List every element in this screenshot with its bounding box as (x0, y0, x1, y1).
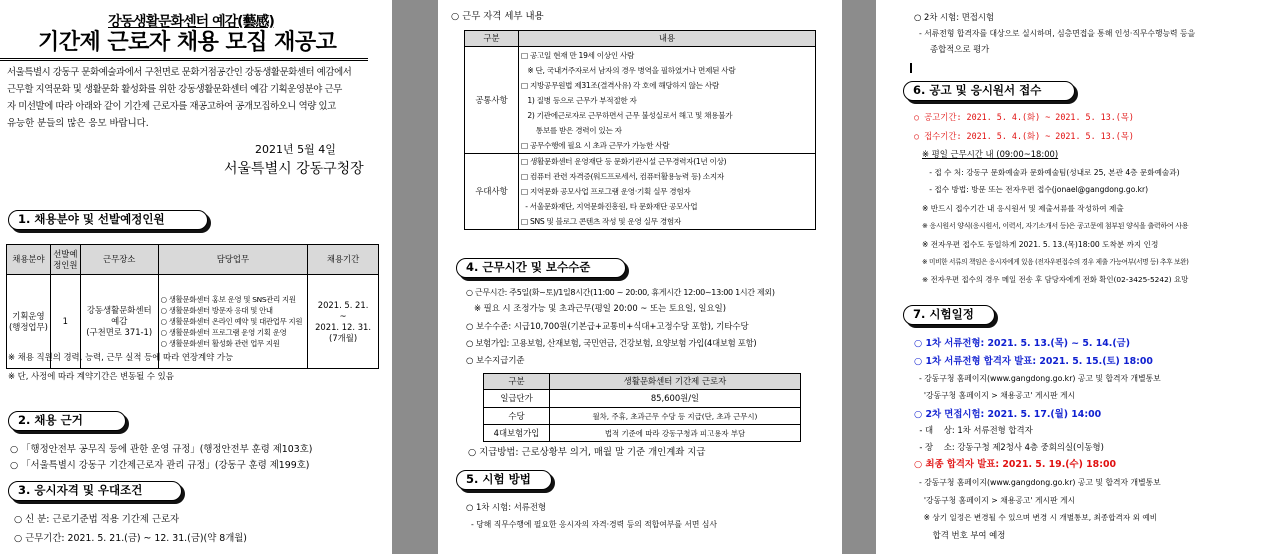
work-pay-basis: ○ 보수지급기준 (466, 355, 525, 365)
schedule-3: ○ 2차 면접시험: 2021. 5. 17.(월) 14:00 (914, 409, 1102, 420)
cell-period: 2021. 5. 21. ~ 2021. 12. 31. (7개월) (308, 275, 379, 369)
org-name: 강동생활문화센터 예감(藝感) (108, 14, 274, 30)
pref-content: □ 생활문화센터 운영재단 등 문화기관시설 근무경력자(1년 이상) □ 컴퓨터 관련 자격증(워드프로세서, 컴퓨터활용능력 등) 소지자 □ 지역문화 공모사업 프로그램 운영·기획 실무 경험자 - 서울문화재단, 지역문화진흥원, 타 문화재단 공모사업 □ SNS 및 블로그 콘텐츠 작성 및 운영 실무 경험자 (519, 154, 816, 230)
text-cursor (910, 63, 912, 73)
work-hours: ○ 근무시간: 주5일(화~토)/1일8시간(11:00 ~ 20:00, 휴게시간 12:00~13:00 1시간 제외) (466, 288, 775, 297)
test-1: ○ 1차 시험: 서류전형 (466, 502, 547, 512)
pay-row-value: 월차, 주휴, 초과근무 수당 등 지급(단, 초과 근무시) (550, 408, 801, 425)
pay-row-label: 수당 (484, 408, 550, 425)
pay-row-label: 일급단가 (484, 390, 550, 408)
section-3-heading: 3. 응시자격 및 우대조건 (8, 481, 182, 501)
document-page-1 (0, 0, 392, 554)
schedule-4: ○ 최종 합격자 발표: 2021. 5. 19.(수) 18:00 (914, 459, 1116, 470)
apply-note-4: ※ 미비한 서류의 책임은 응시자에게 있음 (전자우편접수의 경우 제출 가능여부(서명 등) 추후 보완) (922, 258, 1189, 266)
apply-method: - 접수 방법: 방문 또는 전자우편 접수(jonael@gangdong.go.kr) (922, 185, 1149, 194)
intro-line-1: 서울특별시 강동구 문화예술과에서 구천면로 문화거점공간인 강동생활문화센터 예감에서 (7, 67, 352, 78)
apply-note-3: ※ 전자우편 접수도 동일하게 2021. 5. 13.(목)18:00 도착분 까지 인정 (922, 240, 1159, 249)
test-1-desc: - 당해 직무수행에 필요한 응시자의 자격·경력 등의 적합여부를 서면 심사 (466, 520, 717, 529)
col-place: 근무장소 (80, 245, 158, 275)
schedule-4-desc-1: - 강동구청 홈페이지(www.gangdong.go.kr) 공고 및 합격자 개별통보 (914, 478, 1161, 487)
note-1: ※ 채용 직원의 경력, 능력, 근무 실적 등에 따라 연장계약 가능 (8, 352, 234, 362)
pay-table (483, 373, 801, 442)
pay-row-value: 85,600원/일 (550, 390, 801, 408)
recruit-table (6, 244, 379, 369)
test-2: ○ 2차 시험: 면접시험 (914, 12, 995, 22)
cell-duties: ○ 생활문화센터 홍보 운영 및 SNS관리 지원 ○ 생활문화센터 방문자 응대 및 안내 ○ 생활문화센터 온라인 예약 및 대관업무 지원 ○ 생활문화센터 프로그램 운영 기획 운영 ○ 생활문화센터 활성화 관련 업무 지원 (158, 275, 308, 369)
section-7-heading: 7. 시험일정 (903, 305, 995, 325)
apply-period: ○ 접수기간: 2021. 5. 4.(화) ~ 2021. 5. 13.(목) (914, 131, 1134, 141)
col-period: 채용기간 (308, 245, 379, 275)
test-2-desc-2: 종합적으로 평가 (914, 44, 990, 54)
pref-label: 우대사항 (465, 154, 519, 230)
work-pay: ○ 보수수준: 시급10,700원(기본급+교통비+식대+고정수당 포함), 기타수당 (466, 321, 749, 331)
qual-col-type: 구분 (465, 31, 519, 47)
cell-count: 1 (50, 275, 80, 369)
test-2-desc-1: - 서류전형 합격자를 대상으로 실시하며, 심층면접을 통해 인성·직무수행능력 등을 (914, 29, 1196, 38)
intro-line-4: 유능한 분들의 많은 응모 바랍니다. (7, 118, 149, 129)
qual-title: ○ 근무 자격 세부 내용 (451, 11, 544, 22)
work-overtime: ※ 필요 시 조정가능 및 초과근무(평일 20:00 ~ 또는 토요일, 일요일) (466, 303, 726, 313)
section-2-heading: 2. 채용 근거 (8, 411, 126, 431)
work-insurance: ○ 보험가입: 고용보험, 산재보험, 국민연금, 건강보험, 요양보험 가입(4대보험 포함) (466, 338, 757, 348)
section-1-heading: 1. 채용분야 및 선발예정인원 (8, 210, 208, 230)
pay-row-label: 4대보험가입 (484, 425, 550, 442)
common-content: □ 공고일 현재 만 19세 이상인 사람 ※ 단, 국내거주자로서 남자의 경우 병역을 필하였거나 면제된 사람 □ 지방공무원법 제31조(결격사유) 각 호에 해당하지 않는 사람 1) 질병 등으로 근무가 부적절한 자 2) 기관에근로자로 근무하면서 근무 불성실로서 해고 및 채용불가 통보를 받은 경력이 있는 자 □ 공무수행에 필요 시 초과 근무가 가능한 사람 (519, 47, 816, 154)
schedule-4-desc-4: 합격 번호 부여 예정 (914, 530, 1006, 540)
schedule-1: ○ 1차 서류전형: 2021. 5. 13.(목) ~ 5. 14.(금) (914, 338, 1130, 349)
schedule-3-desc-1: - 대 상: 1차 서류전형 합격자 (914, 425, 1033, 435)
section-6-heading: 6. 공고 및 응시원서 접수 (903, 81, 1075, 101)
qual-table (464, 30, 816, 230)
title-rule (0, 58, 368, 61)
col-duties: 담당업무 (158, 245, 308, 275)
section-5-heading: 5. 시험 방법 (456, 470, 552, 490)
status-line: ○ 신 분: 근로기준법 적용 기간제 근로자 (14, 514, 180, 525)
pay-col-type: 구분 (484, 374, 550, 390)
apply-place: - 접 수 처: 강동구 문화예술과 문화예술팀(성내로 25, 본관 4층 문화예술과) (922, 168, 1180, 177)
schedule-4-desc-3: ※ 상기 일정은 변경될 수 있으며 변경 시 개별통보, 최종합격자 외 예비 (914, 513, 1158, 522)
intro-line-2: 근무할 지역문화 및 생활문화 활성화를 위한 강동생활문화센터 예감 기획운영분야 근무 (7, 84, 342, 95)
schedule-2-desc-1: - 강동구청 홈페이지(www.gangdong.go.kr) 공고 및 합격자 개별통보 (914, 374, 1161, 383)
signer: 서울특별시 강동구청장 (224, 161, 364, 177)
document-page-2 (438, 0, 842, 554)
qual-col-content: 내용 (519, 31, 816, 47)
pay-col-worker: 생활문화센터 기간제 근로자 (550, 374, 801, 390)
notice-date: 2021년 5월 4일 (255, 143, 336, 156)
common-label: 공통사항 (465, 47, 519, 154)
notice-period: ○ 공고기간: 2021. 5. 4.(화) ~ 2021. 5. 13.(목) (914, 112, 1134, 122)
col-field: 채용분야 (7, 245, 51, 275)
apply-note-1: ※ 반드시 접수기간 내 응시원서 및 제출서류를 작성하여 제출 (922, 204, 1124, 213)
document-page-3 (876, 0, 1279, 554)
page-title: 기간제 근로자 채용 모집 재공고 (38, 30, 337, 55)
basis-2: ○ 「서울특별시 강동구 기간제근로자 관리 규정」(강동구 훈령 제199호) (10, 460, 310, 471)
pay-row-value: 법적 기준에 따라 강동구청과 피고용자 부담 (550, 425, 801, 442)
intro-line-3: 자 미선발에 따라 아래와 같이 기간제 근로자를 재공고하여 공개모집하오니 역량 있고 (7, 101, 336, 112)
period-line: ○ 근무기간: 2021. 5. 21.(금) ~ 12. 31.(금)(약 8개월) (14, 533, 247, 544)
section-4-heading: 4. 근무시간 및 보수수준 (456, 258, 626, 278)
schedule-2-desc-2: '강동구청 홈페이지 > 채용공고' 게시판 게시 (914, 391, 1076, 400)
note-2: ※ 단, 사정에 따라 계약기간은 변동될 수 있음 (8, 371, 174, 381)
schedule-2: ○ 1차 서류전형 합격자 발표: 2021. 5. 15.(토) 18:00 (914, 356, 1153, 367)
col-count: 선발예정인원 (50, 245, 80, 275)
apply-note-5: ※ 전자우편 접수의 경우 메일 전송 후 담당자에게 전화 확인(02-3425-5242) 요망 (922, 275, 1189, 284)
schedule-4-desc-2: '강동구청 홈페이지 > 채용공고' 게시판 게시 (914, 496, 1076, 505)
weekday-hours: ※ 평일 근무시간 내 (09:00~18:00) (922, 149, 1059, 159)
schedule-3-desc-2: - 장 소: 강동구청 제2청사 4층 중회의실(이동형) (914, 442, 1104, 452)
basis-1: ○ 「행정안전부 공무직 등에 관한 운영 규정」(행정안전부 훈령 제103호) (10, 444, 313, 455)
cell-field: 기획운영 (행정업무) (7, 275, 51, 369)
pay-method: ○ 지급방법: 근로상황부 의거, 매월 말 기준 개인계좌 지급 (468, 447, 706, 458)
cell-place: 강동생활문화센터 예감 (구천면로 371-1) (80, 275, 158, 369)
apply-note-2: ※ 응시원서 양식(응시원서, 이력서, 자기소개서 등)은 공고문에 첨부된 양식을 출력하여 사용 (922, 222, 1189, 230)
